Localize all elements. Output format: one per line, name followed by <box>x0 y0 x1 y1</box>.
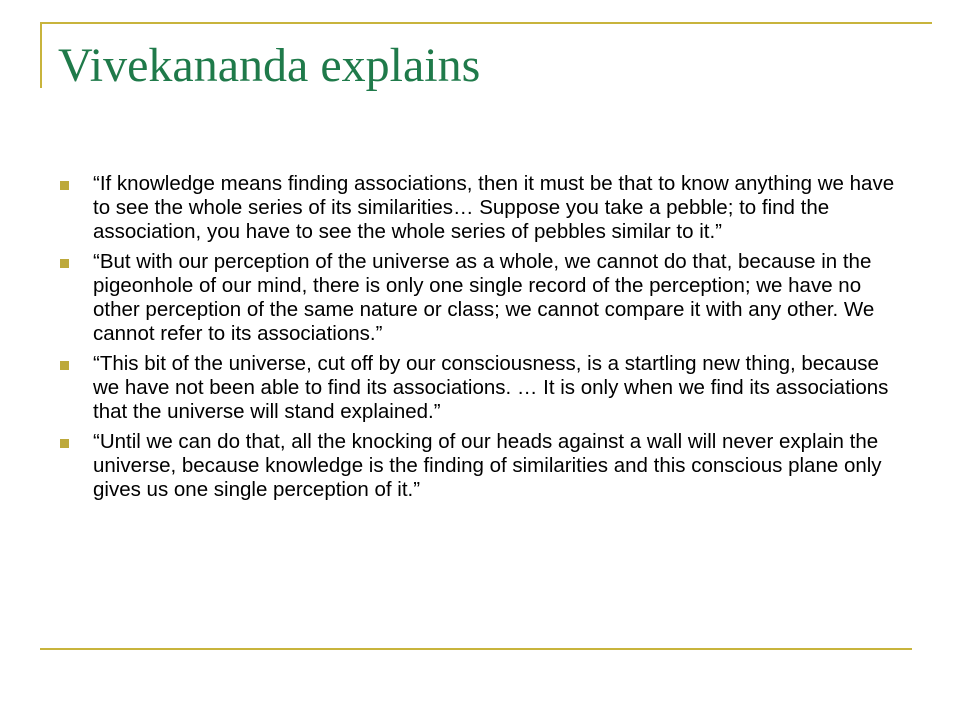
bottom-rule <box>40 648 912 650</box>
bullet-text: “But with our perception of the universe as a whole, we cannot do that, because in the pigeonhole of our mind, there is only one single record of the perception; we have no other perception of the same nature or class; we cannot compare it with any other. We cannot refer to its associations.” <box>93 250 875 345</box>
bullet-item <box>60 430 910 502</box>
bullet-item <box>60 250 910 346</box>
left-rule <box>40 22 42 88</box>
bullet-item <box>60 172 910 244</box>
square-bullet-icon <box>60 439 69 448</box>
slide-title: Vivekananda explains <box>58 39 481 92</box>
bullet-text: “Until we can do that, all the knocking of our heads against a wall will never explain the universe, because knowledge is the finding of similarities and this conscious plane only gives us one single perception of it.” <box>93 430 882 501</box>
square-bullet-icon <box>60 181 69 190</box>
square-bullet-icon <box>60 361 69 370</box>
top-rule <box>40 22 932 24</box>
bullet-list <box>60 172 910 508</box>
bullet-text: “This bit of the universe, cut off by our consciousness, is a startling new thing, because we have not been able to find its associations. … It is only when we find its associations that the universe will stand explained.” <box>93 352 889 423</box>
square-bullet-icon <box>60 259 69 268</box>
bullet-item <box>60 352 910 424</box>
bullet-text: “If knowledge means finding associations, then it must be that to know anything we have to see the whole series of its similarities… Suppose you take a pebble; to find the association, you have to see the whole series of pebbles similar to it.” <box>93 172 895 243</box>
